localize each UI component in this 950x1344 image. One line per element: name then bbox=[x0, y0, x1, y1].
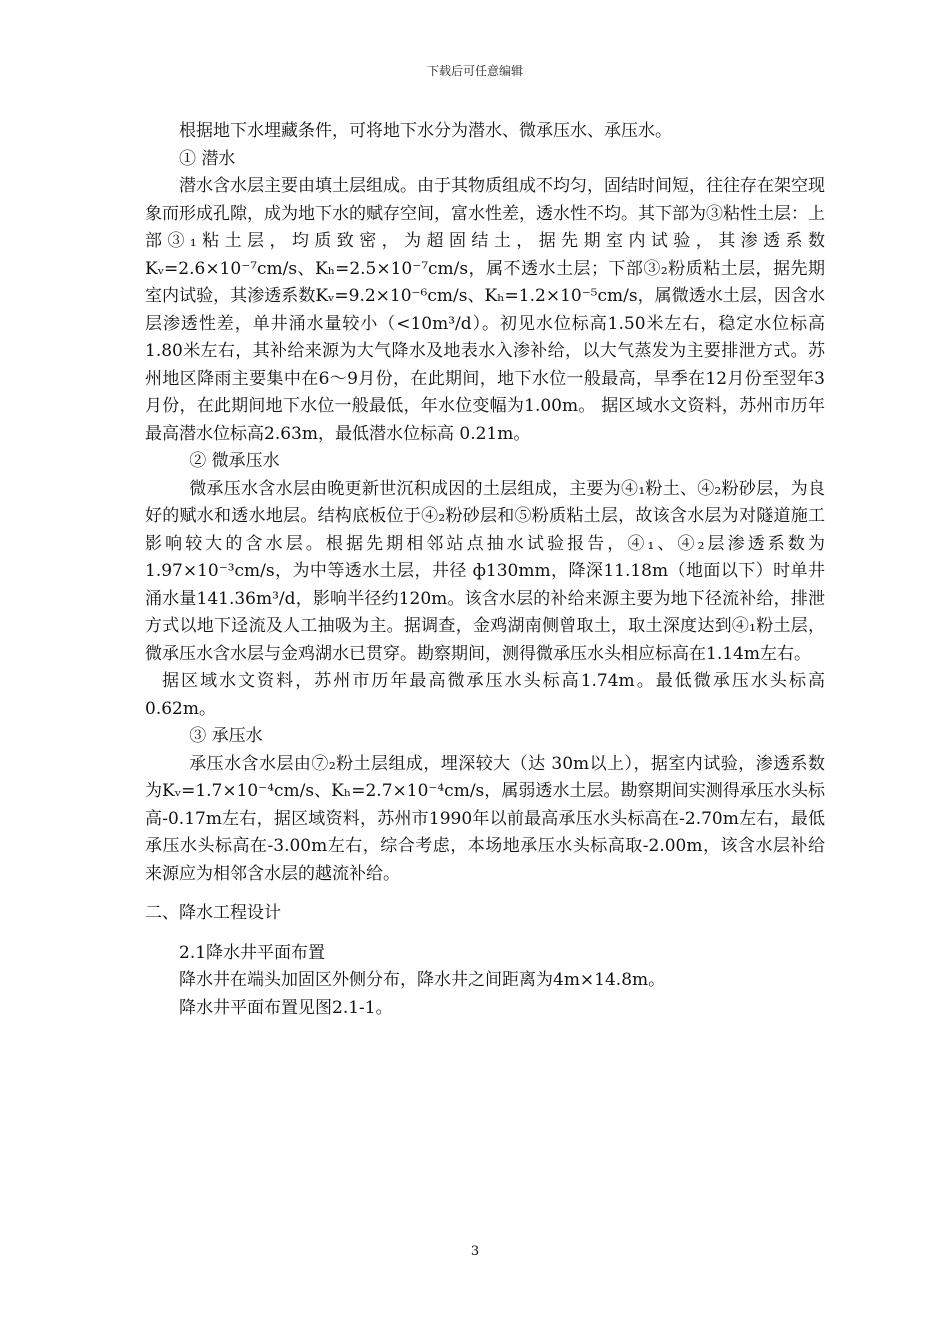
heading-phreatic-water: ① 潜水 bbox=[179, 148, 236, 169]
heading-confined-water: ③ 承压水 bbox=[189, 726, 263, 746]
paragraph-intro: 根据地下水埋藏条件，可将地下水分为潜水、微承压水、承压水。 bbox=[179, 121, 672, 141]
page-number: 3 bbox=[470, 1244, 480, 1259]
heading-micro-confined-water: ② 微承压水 bbox=[189, 451, 280, 471]
paragraph-micro-confined-records: 据区域水文资料，苏州市历年最高微承压水头标高1.74m。最低微承压水头标高0.62m。 bbox=[145, 671, 825, 719]
paragraph-phreatic-water: 潜水含水层主要由填土层组成。由于其物质组成不均匀，固结时间短，往往存在架空现象而形成孔隙，成为地下水的赋存空间，富水性差，透水性不均。其下部为③粘性土层：上部③₁粘土层，均质致密，为超固结土，据先期室内试验，其渗透系数Kᵥ=2.6×10⁻⁷cm/s、Kₕ=2.5×10⁻⁷cm/s，属不透水土层；下部③₂粉质粘土层，据先期室内试验，其渗透系数Kᵥ=9.2×10⁻⁶cm/s、Kₕ=1.2×10⁻⁵cm/s，属微透水土层，因含水层渗透性差，单井涌水量较小（<10m³/d）。初见水位标高1.50米左右，稳定水位标高1.80米左右，其补给来源为大气降水及地表水入渗补给，以大气蒸发为主要排泄方式。苏州地区降雨主要集中在6～9月份，在此期间，地下水位一般最高，旱季在12月份至翌年3月份，在此期间地下水位一般最低，年水位变幅为1.00m。 据区域水文资料，苏州市历年最高潜水位标高2.63m，最低潜水位标高 0.21m。 bbox=[145, 176, 825, 444]
paragraph-micro-confined-water: 微承压水含水层由晚更新世沉积成因的土层组成，主要为④₁粉土、④₂粉砂层，为良好的赋水和透水地层。结构底板位于④₂粉砂层和⑤粉质粘土层，故该含水层为对隧道施工影响较大的含水层。根据先期相邻站点抽水试验报告，④₁、④₂层渗透系数为1.97×10⁻³cm/s，为中等透水土层，井径 ф130mm，降深11.18m（地面以下）时单井涌水量141.36m³/d，影响半径约120m。该含水层的补给来源主要为地下径流补给，排泄方式以地下迳流及人工抽吸为主。据调查，金鸡湖南侧曾取土，取土深度达到④₁粉土层，微承压水含水层与金鸡湖水已贯穿。勘察期间，测得微承压水头相应标高在1.14m左右。 bbox=[145, 478, 825, 664]
heading-section-2: 二、降水工程设计 bbox=[145, 903, 281, 923]
paragraph-confined-water: 承压水含水层由⑦₂粉土层组成，埋深较大（达 30m以上），据室内试验，渗透系数为Kᵥ=1.7×10⁻⁴cm/s、Kₕ=2.7×10⁻⁴cm/s，属弱透水土层。勘察期间实测得承压水头标高-0.17m左右，据区域资料，苏州市1990年以前最高承压水头标高在-2.70m左右，最低承压水头标高在-3.00m左右，综合考虑，本场地承压水头标高取-2.00m，该含水层补给来源应为相邻含水层的越流补给。 bbox=[145, 753, 825, 884]
heading-2-1: 2.1降水井平面布置 bbox=[179, 942, 326, 963]
header-note: 下载后可任意编辑 bbox=[426, 64, 523, 78]
document-body bbox=[145, 118, 825, 1022]
paragraph-figure-reference: 降水井平面布置见图2.1-1。 bbox=[179, 997, 393, 1018]
paragraph-well-layout: 降水井在端头加固区外侧分布，降水井之间距离为4m×14.8m。 bbox=[179, 970, 666, 990]
